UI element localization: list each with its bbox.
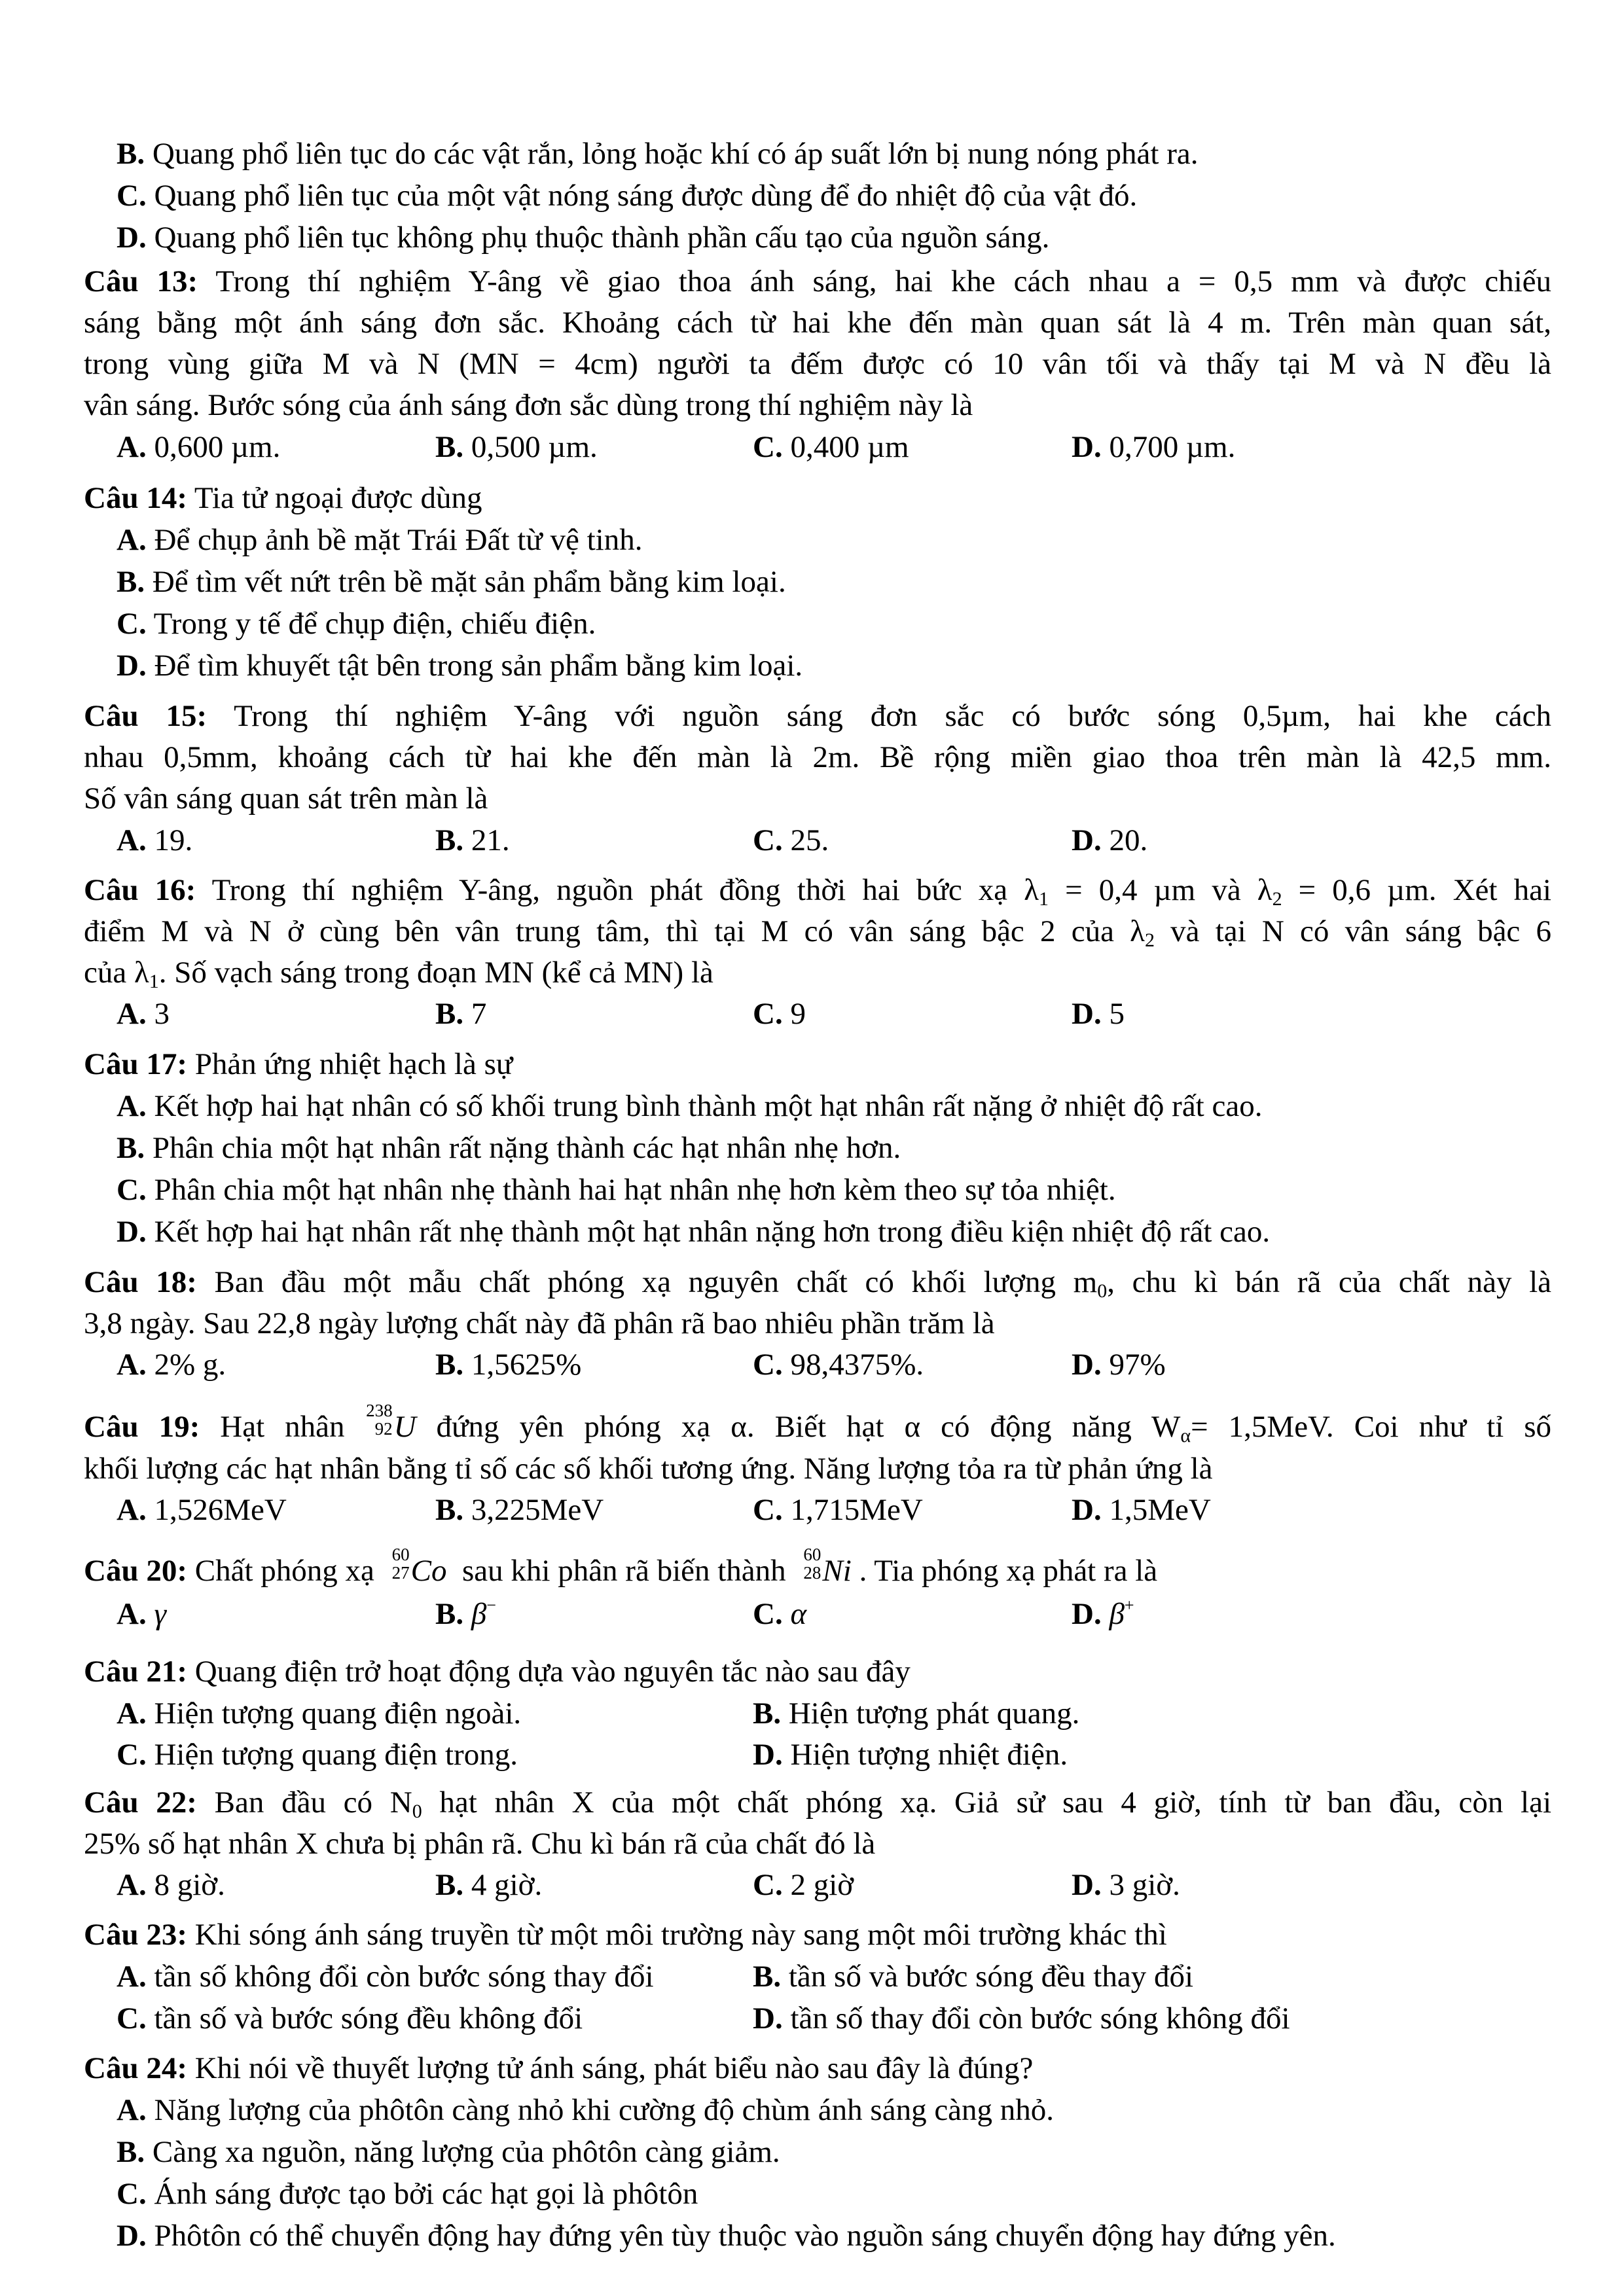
q15-option-b: B. 21. [435,823,510,857]
question-19-line-2: khối lượng các hạt nhân bằng tỉ số các số khối tương ứng. Năng lượng tỏa ra từ phản ứng là [84,1452,1213,1486]
question-19-line-1: Câu 19: Hạt nhân 238 92 U đứng yên phóng xạ α. Biết hạt α có động năng $W_\alpha= 1,5MeV$. Coi như tỉ số [84,1401,1552,1446]
q19-option-b: B. 3,225MeV [435,1493,604,1527]
q22-option-c: C. 2 giờ [753,1868,854,1902]
q24-option-d: D. Phôtôn có thể chuyển động hay đứng yên tùy thuộc vào nguồn sáng chuyển động hay đứng yên. [117,2219,1336,2253]
q18-option-a: A. 2% g. [117,1348,226,1382]
question-22-line-1: Câu 22: Ban đầu có $N_0$ hạt nhân X của một chất phóng xạ. Giả sử sau 4 giờ, tính từ ban đầu, còn lại [84,1785,1552,1822]
q19-option-d: D. 1,5MeV [1072,1493,1211,1527]
q20-option-c: C. α [753,1597,807,1631]
q22-option-d: D. 3 giờ. [1072,1868,1180,1902]
question-13-line-1: Câu 13: Trong thí nghiệm Y-âng về giao thoa ánh sáng, hai khe cách nhau a = 0,5 mm và được chiếu [84,264,1551,298]
cobalt-isotope: 60 27 [391,1545,410,1583]
q13-option-d: D. 0,700 µm. [1072,430,1236,464]
q21-option-c: C. Hiện tượng quang điện trong. [117,1738,518,1772]
q14-option-a: A. Để chụp ảnh bề mặt Trái Đất từ vệ tinh. [117,523,643,557]
q16-option-a: A. 3 [117,997,170,1031]
q15-option-d: D. 20. [1072,823,1148,857]
question-13-line-2: sáng bằng một ánh sáng đơn sắc. Khoảng cách từ hai khe đến màn quan sát là 4 m. Trên màn quan sát, [84,306,1551,340]
question-15-line-3: Số vân sáng quan sát trên màn là [84,781,488,816]
q20-option-a: A. γ [117,1597,166,1631]
q24-option-a: A. Năng lượng của phôtôn càng nhỏ khi cường độ chùm ánh sáng càng nhỏ. [117,2093,1055,2127]
q13-option-c: C. 0,400 µm [753,430,909,464]
q20-option-d: D. β+ [1072,1596,1134,1631]
question-16-line-2: điểm M và N ở cùng bên vân trung tâm, thì tại M có vân sáng bậc 2 của $\lambda_2$ và tại N có vân sáng bậc 6 [84,914,1551,951]
question-18-line-1: Câu 18: Ban đầu một mẫu chất phóng xạ nguyên chất có khối lượng $m_0$, chu kì bán rã của chất này là [84,1265,1552,1302]
question-20-stem: Câu 20: Chất phóng xạ 60 27 Co sau khi phân rã biến thành 60 28 Ni . Tia phóng xạ phát ra là [84,1545,1158,1588]
uranium-isotope: 238 92 [366,1401,393,1439]
nickel-isotope: 60 28 [803,1545,821,1583]
q24-option-c: C. Ánh sáng được tạo bởi các hạt gọi là phôtôn [117,2177,698,2211]
q19-option-a: A. 1,526MeV [117,1493,287,1527]
question-16-line-1: Câu 16: Trong thí nghiệm Y-âng, nguồn phát đồng thời hai bức xạ $\lambda_1 = 0,4$ µm và $\lambda_2 = 0,6$ µm. Xét hai [84,873,1551,910]
option-c: C. Quang phổ liên tục của một vật nóng sáng được dùng để đo nhiệt độ của vật đó. [117,179,1138,213]
q23-option-d: D. tần số thay đổi còn bước sóng không đổi [753,2001,1290,2036]
option-d: D. Quang phổ liên tục không phụ thuộc thành phần cấu tạo của nguồn sáng. [117,221,1050,255]
q13-option-b: B. 0,500 µm. [435,430,598,464]
q17-option-c: C. Phân chia một hạt nhân nhẹ thành hai hạt nhân nhẹ hơn kèm theo sự tỏa nhiệt. [117,1173,1116,1207]
q16-option-c: C. 9 [753,997,806,1031]
q19-option-c: C. 1,715MeV [753,1493,923,1527]
q16-option-d: D. 5 [1072,997,1125,1031]
q23-option-b: B. tần số và bước sóng đều thay đổi [753,1960,1193,1994]
question-22-line-2: 25% số hạt nhân X chưa bị phân rã. Chu kì bán rã của chất đó là [84,1827,876,1861]
question-18-line-2: 3,8 ngày. Sau 22,8 ngày lượng chất này đã phân rã bao nhiêu phần trăm là [84,1306,995,1340]
q17-option-a: A. Kết hợp hai hạt nhân có số khối trung bình thành một hạt nhân rất nặng ở nhiệt độ rất cao. [117,1089,1263,1123]
question-23-stem: Câu 23: Khi sóng ánh sáng truyền từ một môi trường này sang một môi trường khác thì [84,1918,1167,1952]
question-16-line-3: của $\lambda_1$. Số vạch sáng trong đoạn MN (kể cả MN) là [84,956,713,992]
q23-option-c: C. tần số và bước sóng đều không đổi [117,2001,583,2036]
q21-option-a: A. Hiện tượng quang điện ngoài. [117,1696,522,1731]
q20-option-b: B. β− [435,1596,496,1631]
q13-option-a: A. 0,600 µm. [117,430,281,464]
question-13-line-4: vân sáng. Bước sóng của ánh sáng đơn sắc dùng trong thí nghiệm này là [84,388,973,422]
q18-option-d: D. 97% [1072,1348,1166,1382]
q21-option-d: D. Hiện tượng nhiệt điện. [753,1738,1068,1772]
q17-option-b: B. Phân chia một hạt nhân rất nặng thành các hạt nhân nhẹ hơn. [117,1131,901,1165]
q24-option-b: B. Càng xa nguồn, năng lượng của phôtôn càng giảm. [117,2135,780,2169]
question-15-line-2: nhau 0,5mm, khoảng cách từ hai khe đến màn là 2m. Bề rộng miền giao thoa trên màn là 42,5 mm. [84,740,1551,774]
q15-option-c: C. 25. [753,823,829,857]
question-17-stem: Câu 17: Phản ứng nhiệt hạch là sự [84,1047,513,1081]
q18-option-c: C. 98,4375%. [753,1348,924,1382]
q23-option-a: A. tần số không đổi còn bước sóng thay đổi [117,1960,654,1994]
q16-option-b: B. 7 [435,997,487,1031]
question-14-stem: Câu 14: Tia tử ngoại được dùng [84,481,482,515]
q17-option-d: D. Kết hợp hai hạt nhân rất nhẹ thành một hạt nhân nặng hơn trong điều kiện nhiệt độ rất cao. [117,1215,1271,1249]
q14-option-d: D. Để tìm khuyết tật bên trong sản phẩm bằng kim loại. [117,649,803,683]
question-21-stem: Câu 21: Quang điện trở hoạt động dựa vào nguyên tắc nào sau đây [84,1655,911,1689]
question-24-stem: Câu 24: Khi nói về thuyết lượng tử ánh sáng, phát biểu nào sau đây là đúng? [84,2051,1034,2085]
q15-option-a: A. 19. [117,823,193,857]
question-15-line-1: Câu 15: Trong thí nghiệm Y-âng với nguồn sáng đơn sắc có bước sóng 0,5µm, hai khe cách [84,699,1552,733]
q14-option-b: B. Để tìm vết nứt trên bề mặt sản phẩm bằng kim loại. [117,565,786,599]
q18-option-b: B. 1,5625% [435,1348,582,1382]
question-13-line-3: trong vùng giữa M và N (MN = 4cm) người ta đếm được có 10 vân tối và thấy tại M và N đều là [84,347,1551,381]
option-b: B. Quang phổ liên tục do các vật rắn, lỏng hoặc khí có áp suất lớn bị nung nóng phát ra. [117,137,1199,171]
q14-option-c: C. Trong y tế để chụp điện, chiếu điện. [117,607,596,641]
q22-option-b: B. 4 giờ. [435,1868,543,1902]
q22-option-a: A. 8 giờ. [117,1868,225,1902]
q21-option-b: B. Hiện tượng phát quang. [753,1696,1080,1731]
